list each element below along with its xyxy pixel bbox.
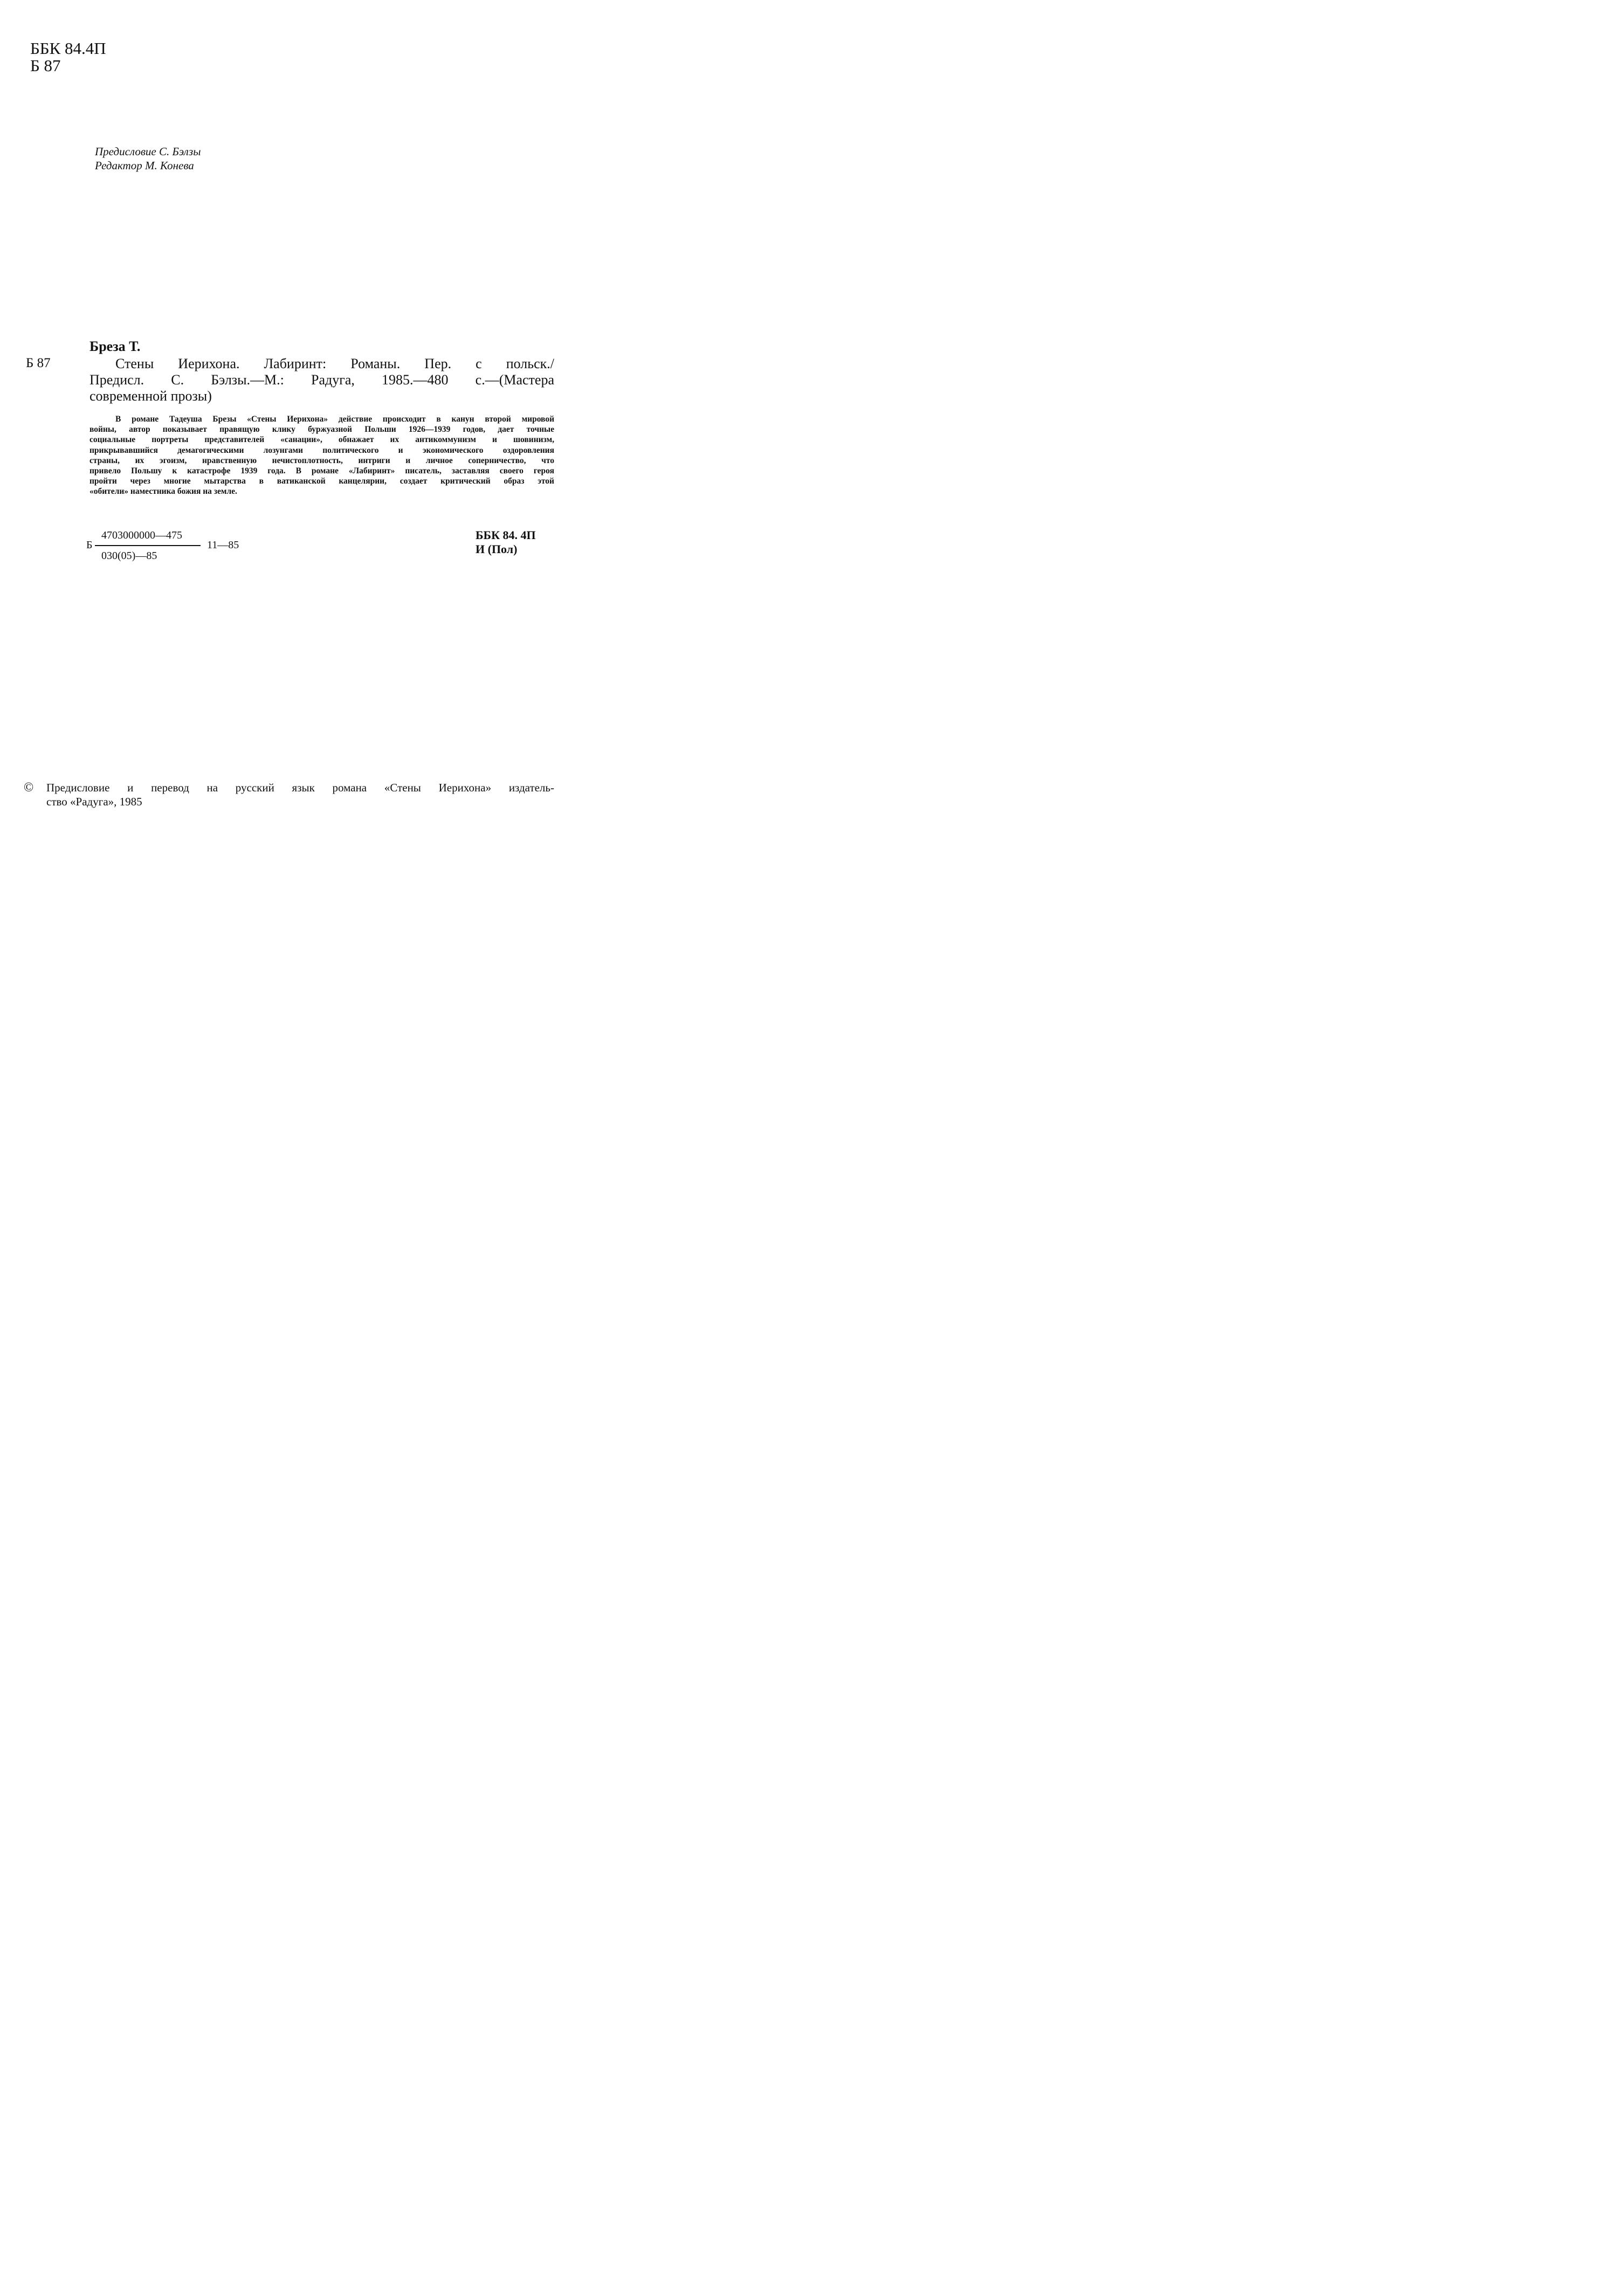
copyright-line: ство «Радуга», 1985 xyxy=(46,795,142,808)
annotation-line: «обители» наместника божия на земле. xyxy=(89,487,237,497)
bbk-bottom-block xyxy=(476,528,536,556)
annotation-paragraph xyxy=(89,414,554,497)
annotation-line: социальные портреты представителей «санации», обнажает их антикоммунизм и шовинизм, xyxy=(89,435,554,445)
copyright-line: Предисловие и перевод на русский язык романа «Стены Иерихона» издатель- xyxy=(46,781,554,794)
bbk-bottom-region: И (Пол) xyxy=(476,542,518,556)
publication-code-suffix: 11—85 xyxy=(207,539,239,551)
author-mark: Б 87 xyxy=(30,56,61,75)
catalog-description-line: Предисл. С. Бэлзы.—М.: Радуга, 1985.—480 с.—(Мастера xyxy=(89,372,554,388)
catalog-author: Бреза Т. xyxy=(89,339,141,354)
foreword-credit: Предисловие С. Бэлзы xyxy=(95,145,201,158)
publication-code-letter: Б xyxy=(86,539,93,551)
catalog-index: Б 87 xyxy=(26,356,51,370)
annotation-line: страны, их эгоизм, нравственную нечистоплотность, интриги и личное соперничество, что xyxy=(89,456,554,465)
annotation-line: В романе Тадеуша Брезы «Стены Иерихона» действие происходит в канун второй мировой xyxy=(115,415,554,424)
catalog-description-line: современной прозы) xyxy=(89,388,212,404)
publication-code-numerator: 4703000000—475 xyxy=(101,529,182,541)
publication-code-fraction-rule xyxy=(95,545,201,546)
classification-block xyxy=(30,40,106,74)
annotation-line: привело Польшу к катастрофе 1939 года. В романе «Лабиринт» писатель, заставляя своего героя xyxy=(89,466,554,476)
bbk-code: ББК 84.4П xyxy=(30,39,106,58)
bbk-bottom-code: ББК 84. 4П xyxy=(476,528,536,542)
annotation-line: прикрывавшийся демагогическими лозунгами политического и экономического оздоровления xyxy=(89,445,554,455)
catalog-description-line: Стены Иерихона. Лабиринт: Романы. Пер. с польск./ xyxy=(115,356,554,371)
editor-credit: Редактор М. Конева xyxy=(95,159,194,172)
annotation-line: войны, автор показывает правящую клику буржуазной Польши 1926—1939 годов, дает точные xyxy=(89,425,554,435)
publication-code-denominator: 030(05)—85 xyxy=(101,550,157,562)
copyright-icon: © xyxy=(24,781,34,795)
copyright-notice xyxy=(46,781,554,809)
catalog-description xyxy=(89,356,554,404)
credits-block xyxy=(95,144,201,173)
title-page-verso xyxy=(0,0,587,832)
annotation-line: пройти через многие мытарства в ватиканской канцелярии, создает критический образ этой xyxy=(89,477,554,486)
